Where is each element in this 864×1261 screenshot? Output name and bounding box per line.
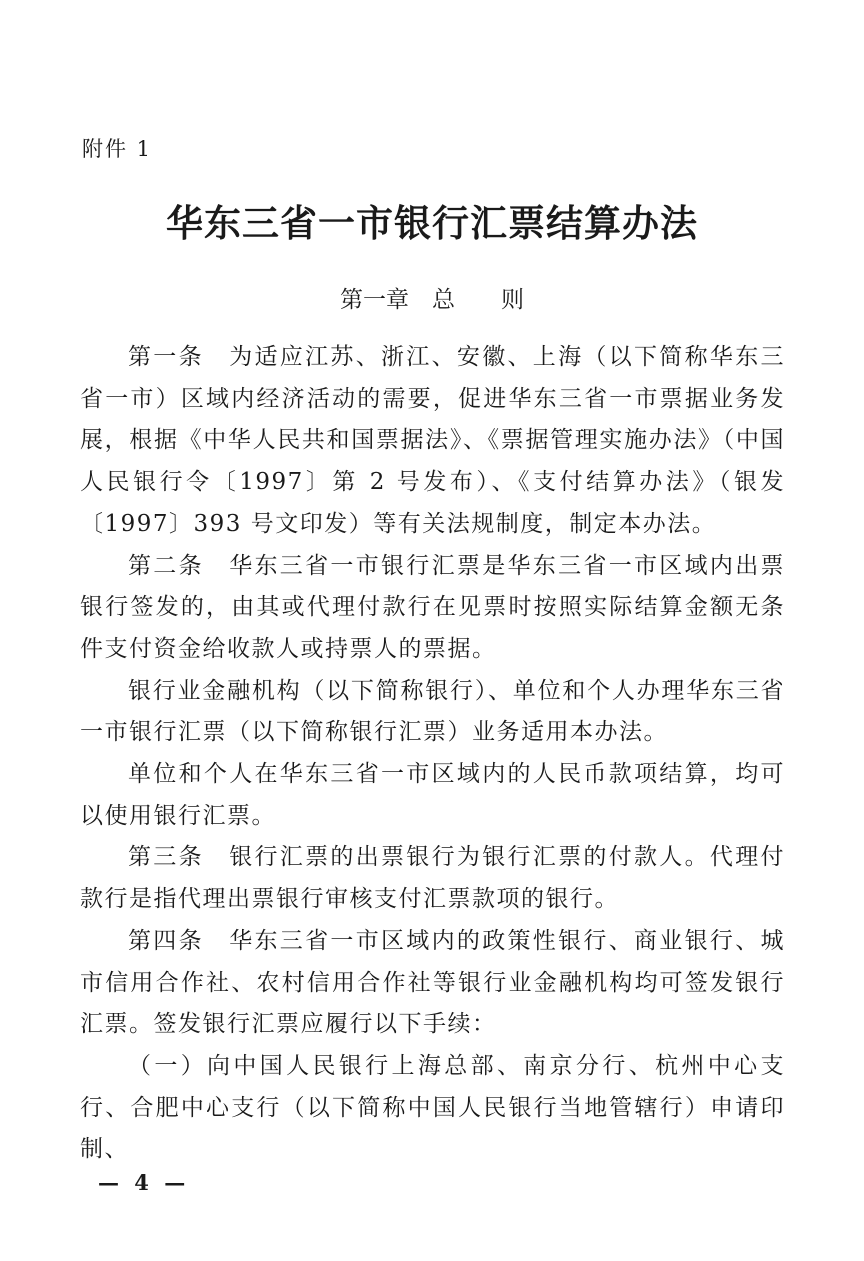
article-4-paragraph: 第四条 华东三省一市区域内的政策性银行、商业银行、城市信用合作社、农村信用合作社等银行业金融机构均可签发银行汇票。签发银行汇票应履行以下手续： <box>80 927 785 1038</box>
attachment-label: 附件 1 <box>82 137 153 161</box>
page-number: — 4 — <box>98 1170 190 1195</box>
document-body <box>80 337 785 1171</box>
article-2-scope-paragraph: 银行业金融机构（以下简称银行）、单位和个人办理华东三省一市银行汇票（以下简称银行汇票）业务适用本办法。 <box>80 677 785 746</box>
chapter-name: 总 则 <box>432 287 524 313</box>
document-title: 华东三省一市银行汇票结算办法 <box>166 202 698 245</box>
chapter-number: 第一章 <box>340 287 409 313</box>
article-2-paragraph: 第二条 华东三省一市银行汇票是华东三省一市区域内出票银行签发的，由其或代理付款行在见票时按照实际结算金额无条件支付资金给收款人或持票人的票据。 <box>80 552 785 662</box>
article-1-paragraph: 第一条 为适应江苏、浙江、安徽、上海（以下简称华东三省一市）区域内经济活动的需要，促进华东三省一市票据业务发展，根据《中华人民共和国票据法》、《票据管理实施办法》（中国人民银行令〔1997〕第 2 号发布）、《支付结算办法》（银发〔1997〕393 号文印发）等有关法规制度，制定本办法。 <box>80 344 785 537</box>
chapter-heading <box>0 282 864 318</box>
article-2-usage-paragraph: 单位和个人在华东三省一市区域内的人民币款项结算，均可以使用银行汇票。 <box>80 761 785 829</box>
article-4-item-1-paragraph: （一）向中国人民银行上海总部、南京分行、杭州中心支行、合肥中心支行（以下简称中国人民银行当地管辖行）申请印制、 <box>80 1052 785 1163</box>
article-3-paragraph: 第三条 银行汇票的出票银行为银行汇票的付款人。代理付款行是指代理出票银行审核支付汇票款项的银行。 <box>80 844 785 913</box>
